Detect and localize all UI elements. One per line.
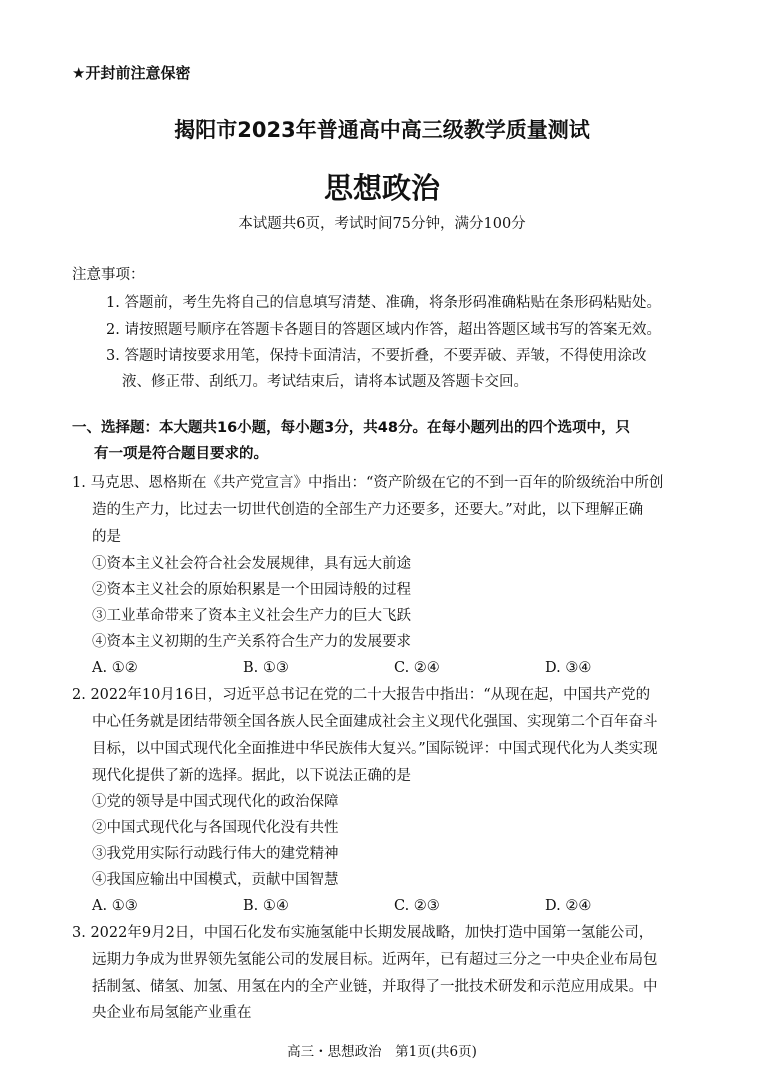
q2-stem: 现代化提供了新的选择。据此，以下说法正确的是	[92, 768, 411, 784]
section-heading: 一、选择题：本大题共16小题，每小题3分，共48分。在每小题列出的四个选项中，只	[72, 420, 630, 436]
q2-item: ②中国式现代化与各国现代化没有共性	[92, 820, 339, 836]
q1-option-a[interactable]: A. ①②	[92, 660, 138, 676]
q2-item: ①党的领导是中国式现代化的政治保障	[92, 794, 339, 810]
q1-item: ①资本主义社会符合社会发展规律，具有远大前途	[92, 556, 411, 572]
q1-stem: 的是	[92, 529, 121, 545]
subject-title: 思想政治	[323, 171, 440, 205]
q2-option-d[interactable]: D. ②④	[545, 898, 592, 914]
q1-stem: 1. 马克思、恩格斯在《共产党宣言》中指出：“资产阶级在它的不到一百年的阶级统治中所创	[72, 475, 664, 491]
notice-heading: 注意事项：	[72, 267, 145, 283]
q3-stem: 央企业布局氢能产业重在	[92, 1005, 252, 1021]
exam-info: 本试题共6页，考试时间75分钟，满分100分	[238, 216, 526, 232]
notice-item: 2. 请按照题号顺序在答题卡各题目的答题区域内作答，超出答题区域书写的答案无效。	[106, 322, 661, 338]
notice-item: 1. 答题前，考生先将自己的信息填写清楚、准确，将条形码准确粘贴在条形码粘贴处。	[106, 295, 661, 311]
q2-stem: 目标，以中国式现代化全面推进中华民族伟大复兴。”国际锐评：中国式现代化为人类实现	[92, 741, 658, 757]
notice-item: 液、修正带、刮纸刀。考试结束后，请将本试题及答题卡交回。	[122, 374, 528, 390]
q2-option-a[interactable]: A. ①③	[92, 898, 138, 914]
notice-item: 3. 答题时请按要求用笔，保持卡面清洁，不要折叠，不要弄破、弄皱，不得使用涂改	[106, 348, 647, 364]
q1-item: ④资本主义初期的生产关系符合生产力的发展要求	[92, 634, 411, 650]
q1-option-c[interactable]: C. ②④	[394, 660, 440, 676]
q1-option-d[interactable]: D. ③④	[545, 660, 592, 676]
q2-stem: 2. 2022年10月16日，习近平总书记在党的二十大报告中指出：“从现在起，中国共产党的	[72, 687, 651, 703]
q2-option-c[interactable]: C. ②③	[394, 898, 440, 914]
q1-option-b[interactable]: B. ①③	[243, 660, 289, 676]
q2-stem: 中心任务就是团结带领全国各族人民全面建成社会主义现代化强国、实现第二个百年奋斗	[92, 714, 658, 730]
exam-title: 揭阳市2023年普通高中高三级教学质量测试	[174, 118, 590, 142]
q3-stem: 远期力争成为世界领先氢能公司的发展目标。近两年，已有超过三分之一中央企业布局包	[92, 952, 658, 968]
page-footer: 高三・思想政治 第1页(共6页)	[287, 1044, 477, 1060]
q3-stem: 括制氢、储氢、加氢、用氢在内的全产业链，并取得了一批技术研发和示范应用成果。中	[92, 979, 658, 995]
q3-stem: 3. 2022年9月2日，中国石化发布实施氢能中长期发展战略，加快打造中国第一氢能公司，	[72, 925, 654, 941]
q2-option-b[interactable]: B. ①④	[243, 898, 289, 914]
q1-item: ③工业革命带来了资本主义社会生产力的巨大飞跃	[92, 608, 411, 624]
q1-item: ②资本主义社会的原始积累是一个田园诗般的过程	[92, 582, 411, 598]
confidential-label: ★开封前注意保密	[72, 64, 191, 82]
q2-item: ③我党用实际行动践行伟大的建党精神	[92, 846, 339, 862]
q2-item: ④我国应输出中国模式，贡献中国智慧	[92, 872, 339, 888]
q1-stem: 造的生产力，比过去一切世代创造的全部生产力还要多，还要大。”对此，以下理解正确	[92, 502, 644, 518]
section-heading-cont: 有一项是符合题目要求的。	[94, 446, 268, 462]
